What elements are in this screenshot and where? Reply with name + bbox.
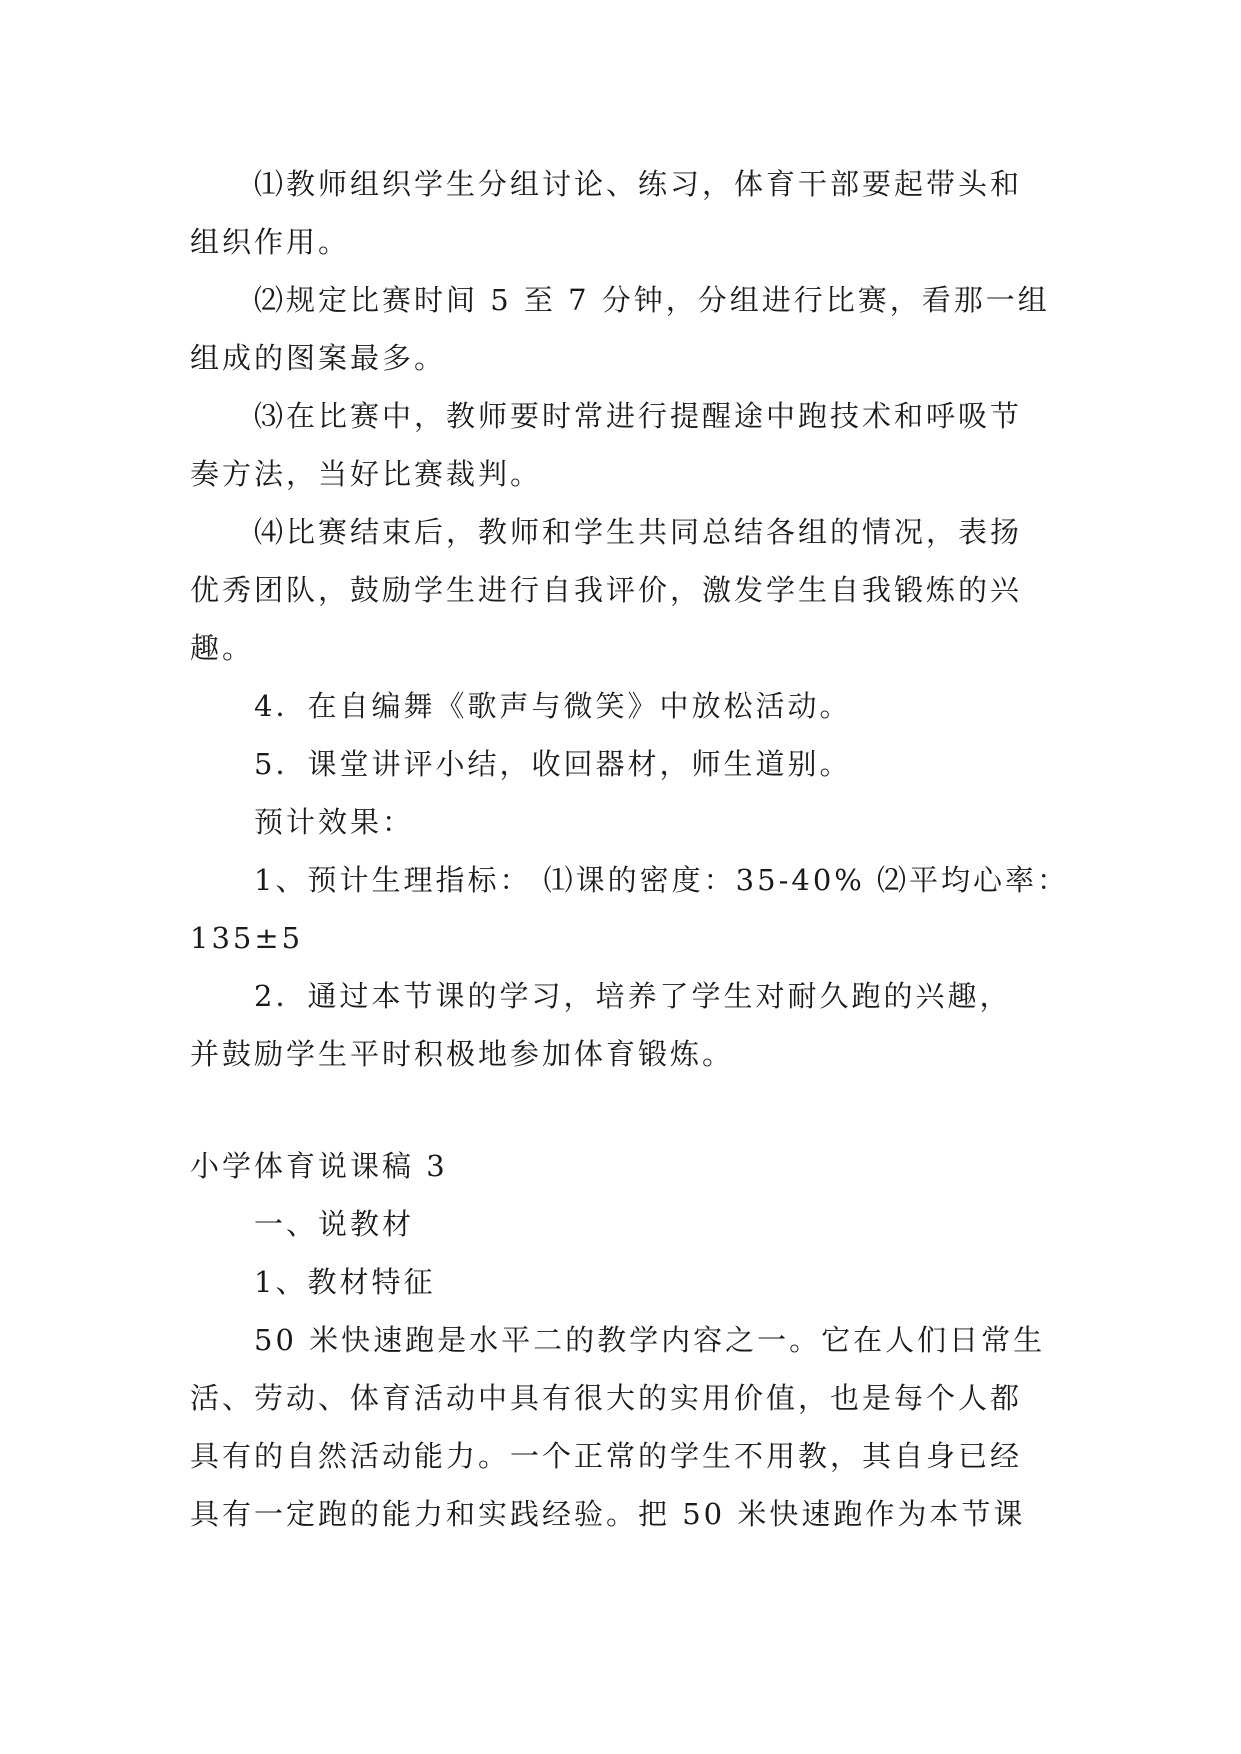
paragraph-line: 具有一定跑的能力和实践经验。把 50 米快速跑作为本节课 bbox=[190, 1497, 1026, 1531]
paragraph-line: 50 米快速跑是水平二的教学内容之一。它在人们日常生 bbox=[254, 1323, 1046, 1357]
paragraph-line: 优秀团队，鼓励学生进行自我评价，激发学生自我锻炼的兴 bbox=[190, 573, 1023, 607]
paragraph-line: 2．通过本节课的学习，培养了学生对耐久跑的兴趣， bbox=[254, 979, 1012, 1013]
subsection-heading: 1、教材特征 bbox=[254, 1265, 436, 1299]
paragraph-line: 组织作用。 bbox=[190, 225, 351, 259]
section-heading: 一、说教材 bbox=[254, 1207, 415, 1241]
paragraph-line: 奏方法，当好比赛裁判。 bbox=[190, 457, 543, 491]
paragraph-line: 135±5 bbox=[190, 921, 304, 955]
paragraph-line: ⑷比赛结束后，教师和学生共同总结各组的情况，表扬 bbox=[254, 515, 1023, 549]
paragraph-line: 活、劳动、体育活动中具有很大的实用价值，也是每个人都 bbox=[190, 1381, 1023, 1415]
paragraph-line: 4．在自编舞《歌声与微笑》中放松活动。 bbox=[254, 689, 852, 723]
paragraph-line: 5．课堂讲评小结，收回器材，师生道别。 bbox=[254, 747, 852, 781]
paragraph-line: 具有的自然活动能力。一个正常的学生不用教，其自身已经 bbox=[190, 1439, 1023, 1473]
paragraph-line: ⑵规定比赛时间 5 至 7 分钟，分组进行比赛，看那一组 bbox=[254, 283, 1050, 317]
paragraph-line: ⑴教师组织学生分组讨论、练习，体育干部要起带头和 bbox=[254, 167, 1023, 201]
paragraph-line: 1、预计生理指标： ⑴课的密度：35-40% ⑵平均心率： bbox=[254, 863, 1070, 897]
paragraph-line: 预计效果： bbox=[254, 805, 415, 839]
paragraph-line: 趣。 bbox=[190, 631, 255, 665]
paragraph-line: ⑶在比赛中，教师要时常进行提醒途中跑技术和呼吸节 bbox=[254, 399, 1023, 433]
paragraph-line: 组成的图案最多。 bbox=[190, 341, 447, 375]
paragraph-line: 并鼓励学生平时积极地参加体育锻炼。 bbox=[190, 1037, 735, 1071]
section-title: 小学体育说课稿 3 bbox=[190, 1149, 448, 1183]
